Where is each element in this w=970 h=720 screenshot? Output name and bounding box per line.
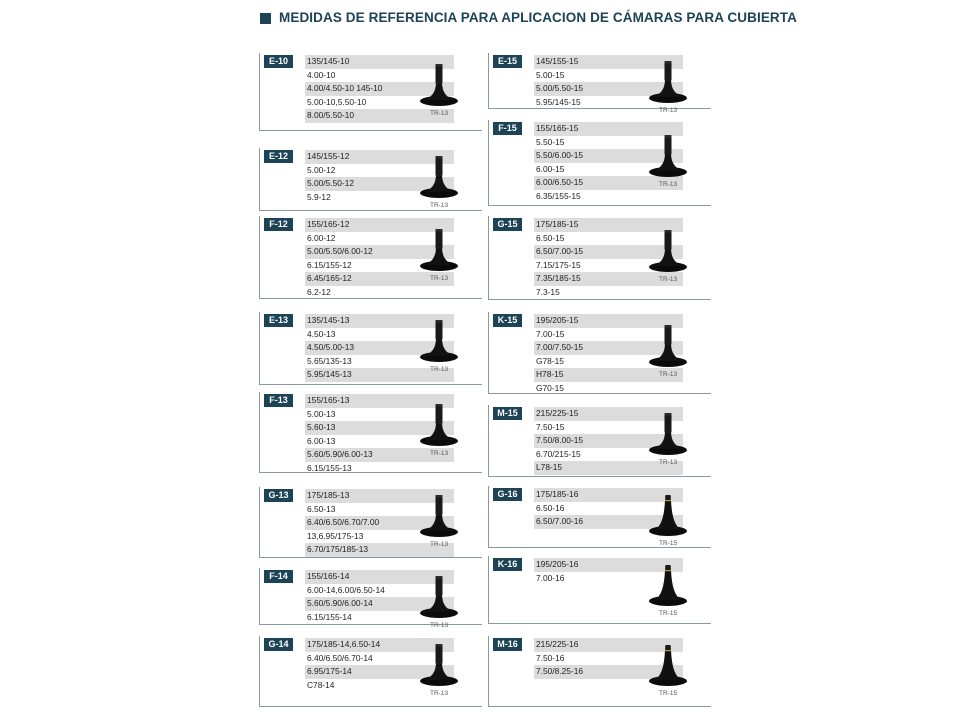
tube-block-f-12 [259,216,482,299]
tire-size-item: 5.50/6.00-15 [534,149,683,163]
tire-size-item: 13,6.95/175-13 [307,530,364,541]
tube-block-g-15 [488,216,711,300]
valve-icon [419,60,459,113]
tire-size-item: 6.50-13 [307,503,336,514]
valve-type-label: TR-13 [659,371,678,378]
tire-size-item: 4.50-13 [307,328,336,339]
valve-type-label: TR-13 [659,459,678,466]
tire-size-item: 6.50/7.00-16 [534,515,683,529]
tube-block-f-15 [488,120,711,206]
tire-size-item: 5.00/5.50/6.00-12 [305,245,454,259]
valve-type-label: TR-13 [430,450,449,457]
tire-size-item: 6.70/215-15 [536,448,581,459]
tire-size-item: 4.00-10 [307,69,336,80]
tube-block-m-15 [488,405,711,477]
tube-block-g-14 [259,636,482,707]
tube-block-g-16 [488,486,711,548]
valve-icon [648,321,688,374]
valve-type-label: TR-13 [430,690,449,697]
tire-size-item: 155/165-15 [534,122,683,136]
tube-code-badge: G-13 [264,489,293,502]
tire-size-item: 7.50-16 [536,652,565,663]
tire-size-item: 5.00/5.50-12 [305,177,454,191]
tire-size-item: 7.50/8.25-16 [534,665,683,679]
tire-size-item: 5.00/5.50-15 [534,82,683,96]
tube-block-m-16 [488,636,711,707]
tube-code-badge: E-10 [264,55,293,68]
tire-size-item: 6.15/155-14 [307,611,352,622]
tire-size-item: 155/165-13 [305,394,454,408]
title-marker [260,13,271,24]
valve-type-label: TR-13 [430,622,449,629]
tire-size-item: 5.00-13 [307,408,336,419]
tire-size-item: 6.15/155-12 [307,259,352,270]
tire-size-item: 7.50-15 [536,421,565,432]
valve-icon [648,560,688,613]
tire-size-item: 7.00/7.50-15 [534,341,683,355]
tube-code-badge: E-15 [493,55,522,68]
tire-size-item: 5.00-15 [536,69,565,80]
tire-size-item: 145/155-15 [534,55,683,69]
tube-block-e-12 [259,148,482,211]
tire-size-item: 5.95/145-15 [536,96,581,107]
valve-icon [419,316,459,369]
tire-size-item: 7.3-15 [536,286,560,297]
valve-type-label: TR-13 [659,276,678,283]
tube-block-f-13 [259,392,482,473]
tire-size-item: 6.95/175-14 [305,665,454,679]
tire-size-item: 175/185-15 [534,218,683,232]
tube-block-k-16 [488,556,711,624]
tube-block-e-10 [259,53,482,131]
tube-block-e-15 [488,53,711,114]
tire-size-item: 6.70/175/185-13 [305,543,454,557]
tire-size-item: 6.2-12 [307,286,331,297]
valve-icon [648,226,688,279]
tire-size-item: 5.00-10,5.50-10 [307,96,367,107]
valve-icon [419,640,459,693]
tire-size-item: 6.40/6.50/6.70/7.00 [305,516,454,530]
tire-size-item: 6.00-12 [307,232,336,243]
tire-size-item: C78-14 [307,679,335,690]
tube-code-badge: G-16 [493,488,522,501]
tire-size-item: 6.00-14,6.00/6.50-14 [307,584,385,595]
tire-size-item: 7.15/175-15 [536,259,581,270]
tire-size-item: 6.50-16 [536,502,565,513]
tube-code-badge: E-13 [264,314,293,327]
tube-block-f-14 [259,568,482,629]
tube-code-badge: M-15 [493,407,522,420]
tire-size-item: 5.95/145-13 [305,368,454,382]
tube-code-badge: F-13 [264,394,293,407]
tube-code-badge: F-14 [264,570,293,583]
valve-icon [419,400,459,453]
tire-size-item: 5.60/5.90/6.00-14 [305,597,454,611]
valve-icon [648,640,688,693]
valve-type-label: TR-15 [659,610,678,617]
tube-code-badge: E-12 [264,150,293,163]
tire-size-item: 6.00-13 [307,435,336,446]
tube-code-badge: K-15 [493,314,522,327]
tire-size-item: L78-15 [534,461,683,475]
tire-size-item: 195/205-16 [534,558,683,572]
tire-size-item: 5.50-15 [536,136,565,147]
tire-size-item: 175/185-16 [534,488,683,502]
tire-size-item: 7.35/185-15 [534,272,683,286]
valve-icon [648,490,688,543]
tire-size-item: 6.15/155-13 [307,462,352,473]
tire-size-item: G78-15 [536,355,564,366]
tube-code-badge: M-16 [493,638,522,651]
valve-type-label: TR-13 [430,275,449,282]
tire-size-item: 155/165-14 [305,570,454,584]
tire-size-item: 155/165-12 [305,218,454,232]
tube-code-badge: G-15 [493,218,522,231]
tire-size-item: G70-15 [536,382,564,393]
tire-size-item: 135/145-10 [305,55,454,69]
valve-icon [419,572,459,625]
valve-type-label: TR-13 [430,541,449,548]
tire-size-item: 6.45/165-12 [305,272,454,286]
valve-type-label: TR-13 [430,366,449,373]
tube-code-badge: G-14 [264,638,293,651]
tire-size-item: 195/205-15 [534,314,683,328]
tire-size-item: 5.60/5.90/6.00-13 [305,448,454,462]
tire-size-item: 7.00-15 [536,328,565,339]
tire-size-item: 6.40/6.50/6.70-14 [307,652,373,663]
tube-code-badge: F-12 [264,218,293,231]
tire-size-item: 145/155-12 [305,150,454,164]
tire-size-item: 5.60-13 [305,421,454,435]
valve-icon [648,131,688,184]
tube-code-badge: K-16 [493,558,522,571]
valve-icon [648,409,688,462]
tire-size-item: 5.00-12 [307,164,336,175]
tire-size-item: 6.50-15 [536,232,565,243]
valve-type-label: TR-13 [430,202,449,209]
tube-code-badge: F-15 [493,122,522,135]
tire-size-item: 215/225-16 [534,638,683,652]
tire-size-item: 7.50/8.00-15 [534,434,683,448]
tube-block-e-13 [259,312,482,385]
tire-size-item: H78-15 [534,368,683,382]
page-title: MEDIDAS DE REFERENCIA PARA APLICACION DE CÁMARAS PARA CUBIERTA [279,10,797,25]
tire-size-item: 4.50/5.00-13 [305,341,454,355]
valve-type-label: TR-15 [659,690,678,697]
valve-type-label: TR-13 [659,181,678,188]
tube-block-g-13 [259,487,482,558]
tire-size-item: 5.9-12 [307,191,331,202]
tire-size-item: 175/185-13 [305,489,454,503]
tire-size-item: 5.65/135-13 [307,355,352,366]
tire-size-item: 135/145-13 [305,314,454,328]
valve-icon [648,57,688,110]
tire-size-item: 6.00/6.50-15 [534,176,683,190]
tire-size-item: 6.35/155-15 [536,190,581,201]
tube-block-k-15 [488,312,711,394]
valve-icon [419,225,459,278]
valve-type-label: TR-15 [659,540,678,547]
tire-size-item: 6.00-15 [536,163,565,174]
tire-size-item: 215/225-15 [534,407,683,421]
tire-size-item: 175/185-14,6.50-14 [305,638,454,652]
valve-type-label: TR-13 [659,107,678,114]
tire-size-item: 8.00/5.50-10 [305,109,454,123]
valve-type-label: TR-13 [430,110,449,117]
tire-size-item: 7.00-16 [536,572,565,583]
tire-size-item: 4.00/4.50-10 145-10 [305,82,454,96]
valve-icon [419,491,459,544]
tire-size-item: 6.50/7.00-15 [534,245,683,259]
valve-icon [419,152,459,205]
